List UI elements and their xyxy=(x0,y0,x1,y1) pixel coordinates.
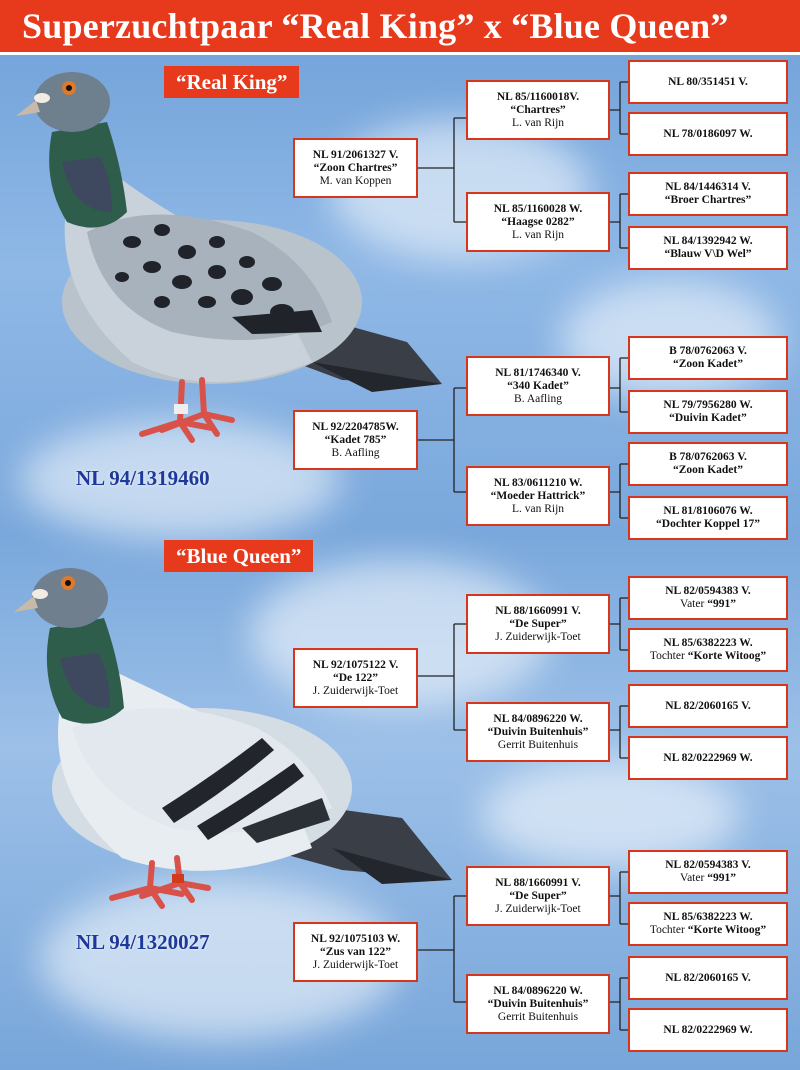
ring-number: B 78/0762063 V. xyxy=(669,345,747,357)
pigeon-name: “Broer Chartres” xyxy=(664,194,752,206)
pigeon-name: “Kadet 785” xyxy=(324,433,387,446)
ring-number: NL 82/0594383 V. xyxy=(665,859,751,871)
pedigree-box-ancestor xyxy=(628,576,788,620)
blue-queen-ring-number: NL 94/1320027 xyxy=(76,930,210,954)
breeder-name: L. van Rijn xyxy=(511,228,565,241)
ring-number: NL 88/1660991 V. xyxy=(495,604,581,617)
pedigree-box-ancestor xyxy=(628,850,788,894)
page-title: Superzuchtpaar “Real King” x “Blue Queen” xyxy=(22,6,729,46)
breeder-name: Gerrit Buitenhuis xyxy=(497,1010,579,1023)
ring-number: NL 84/0896220 W. xyxy=(493,712,583,725)
ring-number: NL 92/1075122 V. xyxy=(312,658,399,671)
real-king-pigeon-photo xyxy=(12,62,452,462)
blue-queen-name-label: “Blue Queen” xyxy=(164,540,313,572)
ring-number: NL 91/2061327 V. xyxy=(312,148,399,161)
ring-number: NL 82/0594383 V. xyxy=(665,585,751,597)
pigeon-name: “340 Kadet” xyxy=(507,379,569,392)
pedigree-box-ancestor xyxy=(628,172,788,216)
ring-number: NL 82/0222969 W. xyxy=(663,751,753,764)
pedigree-box-ancestor xyxy=(628,1008,788,1052)
breeder-name: J. Zuiderwijk-Toet xyxy=(495,630,581,643)
pedigree-box-dam xyxy=(293,922,418,982)
pigeon-name: “De Super” xyxy=(509,617,567,630)
relation-prefix: Tochter xyxy=(649,924,685,936)
pigeon-name: “Moeder Hattrick” xyxy=(490,489,586,502)
pedigree-box-ancestor xyxy=(628,902,788,946)
pedigree-box-dam-sire xyxy=(466,866,610,926)
breeder-name: J. Zuiderwijk-Toet xyxy=(495,902,581,915)
pigeon-name: “Duivin Buitenhuis” xyxy=(487,997,589,1010)
pedigree-box-sire xyxy=(293,648,418,708)
ring-number: B 78/0762063 V. xyxy=(669,451,747,463)
pedigree-box-sire xyxy=(293,138,418,198)
pigeon-name: “Zoon Kadet” xyxy=(673,464,743,476)
pedigree-box-sire-sire xyxy=(466,80,610,140)
breeder-name: B. Aafling xyxy=(331,446,380,459)
ring-number: NL 84/1392942 W. xyxy=(663,235,753,247)
pedigree-box-dam xyxy=(293,410,418,470)
pedigree-box-dam-dam xyxy=(466,466,610,526)
pedigree-box-ancestor xyxy=(628,442,788,486)
ring-number: NL 82/0222969 W. xyxy=(663,1023,753,1036)
ring-number: NL 81/1746340 V. xyxy=(495,366,581,379)
pigeon-name: “Duivin Buitenhuis” xyxy=(487,725,589,738)
relation-prefix: Tochter xyxy=(649,650,685,662)
breeder-name: Gerrit Buitenhuis xyxy=(497,738,579,751)
pigeon-name: “Korte Witoog” xyxy=(687,650,767,662)
ring-number: NL 88/1660991 V. xyxy=(495,876,581,889)
pigeon-name: “Duivin Kadet” xyxy=(669,412,747,424)
ring-number: NL 85/1160018V. xyxy=(496,90,580,103)
pigeon-name: “Chartres” xyxy=(510,103,566,116)
pedigree-box-ancestor xyxy=(628,628,788,672)
ring-number: NL 84/0896220 W. xyxy=(493,984,583,997)
pedigree-box-dam-dam xyxy=(466,974,610,1034)
ring-number: NL 84/1446314 V. xyxy=(665,181,751,193)
pigeon-name: “Blauw V\D Wel” xyxy=(664,248,752,260)
relation-prefix: Vater xyxy=(680,872,705,884)
ring-number: NL 85/1160028 W. xyxy=(493,202,583,215)
pedigree-box-ancestor xyxy=(628,112,788,156)
pedigree-box-ancestor xyxy=(628,496,788,540)
pedigree-box-sire-sire xyxy=(466,594,610,654)
real-king-name-label: “Real King” xyxy=(164,66,299,98)
ring-number: NL 92/2204785W. xyxy=(312,420,399,433)
breeder-name: L. van Rijn xyxy=(511,116,565,129)
ring-number: NL 85/6382223 W. xyxy=(663,637,753,649)
real-king-ring-number: NL 94/1319460 xyxy=(76,466,210,490)
pedigree-box-ancestor xyxy=(628,956,788,1000)
breeder-name: M. van Koppen xyxy=(319,174,392,187)
ring-number: NL 82/2060165 V. xyxy=(665,699,751,712)
pigeon-name: “Zoon Kadet” xyxy=(673,358,743,370)
pedigree-box-ancestor xyxy=(628,736,788,780)
ring-number: NL 78/0186097 W. xyxy=(663,127,753,140)
blue-queen-pigeon-photo xyxy=(12,558,452,918)
ring-number: NL 85/6382223 W. xyxy=(663,911,753,923)
pedigree-box-ancestor xyxy=(628,336,788,380)
pedigree-box-ancestor xyxy=(628,60,788,104)
ring-number: NL 83/0611210 W. xyxy=(493,476,583,489)
ring-number: NL 81/8106076 W. xyxy=(663,505,753,517)
pigeon-name: “Zus van 122” xyxy=(320,945,391,958)
pigeon-name: “991” xyxy=(707,598,736,610)
pigeon-name: “De Super” xyxy=(509,889,567,902)
pigeon-name: “Dochter Koppel 17” xyxy=(656,518,760,530)
pedigree-box-sire-dam xyxy=(466,702,610,762)
breeder-name: L. van Rijn xyxy=(511,502,565,515)
breeder-name: B. Aafling xyxy=(514,392,562,405)
relation-prefix: Vater xyxy=(680,598,705,610)
breeder-name: J. Zuiderwijk-Toet xyxy=(312,958,399,971)
pigeon-name: “991” xyxy=(707,872,736,884)
ring-number: NL 79/7956280 W. xyxy=(663,399,753,411)
pedigree-box-ancestor xyxy=(628,226,788,270)
pedigree-box-dam-sire xyxy=(466,356,610,416)
pigeon-name: “Haagse 0282” xyxy=(501,215,575,228)
pigeon-name: “Zoon Chartres” xyxy=(313,161,398,174)
pedigree-box-sire-dam xyxy=(466,192,610,252)
pigeon-name: “Korte Witoog” xyxy=(687,924,767,936)
breeder-name: J. Zuiderwijk-Toet xyxy=(312,684,399,697)
pigeon-name: “De 122” xyxy=(332,671,379,684)
ring-number: NL 92/1075103 W. xyxy=(310,932,401,945)
ring-number: NL 80/351451 V. xyxy=(668,75,748,88)
ring-number: NL 82/2060165 V. xyxy=(665,971,751,984)
pedigree-box-ancestor xyxy=(628,684,788,728)
pedigree-box-ancestor xyxy=(628,390,788,434)
